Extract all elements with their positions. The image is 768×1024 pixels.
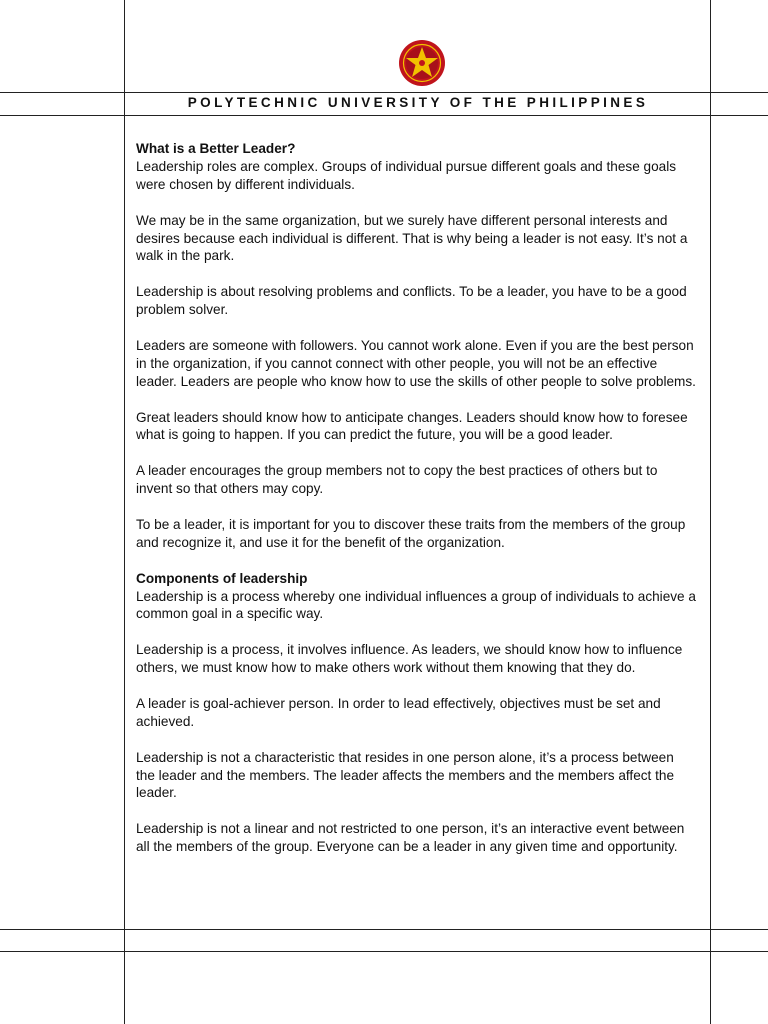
section-heading-better-leader: What is a Better Leader? bbox=[136, 141, 296, 156]
paragraph: Leadership is a process whereby one individual influences a group of individuals to achieve a common goal in a specific way. bbox=[136, 588, 696, 622]
paragraph: Leadership is not a linear and not restricted to one person, it’s an interactive event between all the members of the group. Everyone can be a leader in any given time and opportunity. bbox=[136, 821, 685, 855]
footer-top-rule bbox=[0, 929, 768, 930]
paragraph: A leader is goal-achiever person. In order to lead effectively, objectives must be set and achieved. bbox=[136, 695, 661, 729]
paragraph: Leadership roles are complex. Groups of individual pursue different goals and these goals were chosen by different individuals. bbox=[136, 158, 677, 192]
right-column-border bbox=[710, 0, 711, 1024]
paragraph: We may be in the same organization, but we surely have different personal interests and desires because each individual is different. That is why being a leader is not easy. It’s not a walk in the park. bbox=[136, 212, 688, 264]
paragraph: A leader encourages the group members not to copy the best practices of others but to invent so that others may copy. bbox=[136, 463, 658, 497]
paragraph: To be a leader, it is important for you to discover these traits from the members of the group and recognize it, and use it for the benefit of the organization. bbox=[136, 516, 686, 550]
paragraph: Great leaders should know how to anticipate changes. Leaders should know how to foresee what is going to happen. If you can predict the future, you will be a good leader. bbox=[136, 409, 688, 443]
header-top-rule bbox=[0, 92, 768, 93]
header-bottom-rule bbox=[0, 115, 768, 116]
paragraph: Leadership is about resolving problems and conflicts. To be a leader, you have to be a good problem solver. bbox=[136, 284, 687, 318]
pup-seal-icon bbox=[398, 39, 446, 87]
footer-bottom-rule bbox=[0, 951, 768, 952]
document-body bbox=[136, 140, 696, 874]
university-name: POLYTECHNIC UNIVERSITY OF THE PHILIPPINES bbox=[187, 95, 649, 110]
paragraph: Leadership is not a characteristic that resides in one person alone, it’s a process between the leader and the members. The leader affects the members and the members affect the leader. bbox=[136, 749, 675, 801]
paragraph: Leadership is a process, it involves influence. As leaders, we should know how to influence others, we must know how to make others work without them knowing that they do. bbox=[136, 642, 683, 676]
section-heading-components: Components of leadership bbox=[136, 570, 308, 586]
left-column-border bbox=[124, 0, 125, 1024]
paragraph: Leaders are someone with followers. You cannot work alone. Even if you are the best person in the organization, if you cannot connect with other people, you will not be an effective leader. Leaders are people who know how to use the skills of other people to solve problems. bbox=[136, 337, 696, 389]
